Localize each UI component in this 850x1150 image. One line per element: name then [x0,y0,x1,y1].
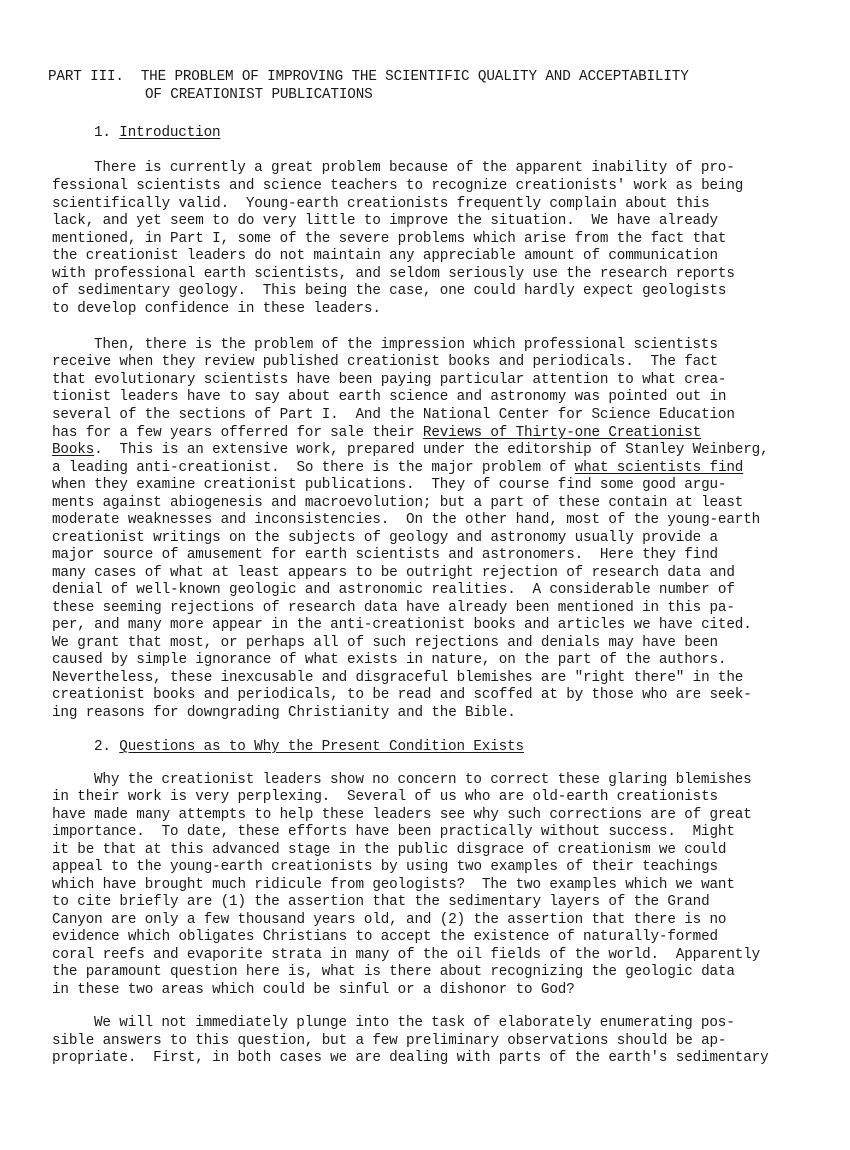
para1-line: to develop confidence in these leaders. [52,301,381,317]
para3-line: the paramount question here is, what is there about recognizing the geologic data [52,964,735,980]
para1-line: fessional scientists and science teachers to recognize creationists' work as being [52,178,744,194]
emphasis-text: what scientists find [574,460,744,476]
para3-line: Canyon are only a few thousand years old, and (2) the assertion that there is no [52,912,727,928]
para2-line: creationist writings on the subjects of geology and astronomy usually provide a [52,530,718,546]
para2-line: moderate weaknesses and inconsistencies. On the other hand, most of the young-earth [52,512,761,528]
part-heading-line-2: OF CREATIONIST PUBLICATIONS [145,87,373,103]
para3-line: which have brought much ridicule from geologists? The two examples which we want [52,877,735,893]
para2-line: when they examine creationist publications. They of course find some good argu- [52,477,727,493]
book-title: Books [52,442,95,458]
para1-line: There is currently a great problem because of the apparent inability of pro- [94,160,735,176]
section-2-heading [94,739,524,756]
book-title: Reviews of Thirty-one Creationist [422,425,702,441]
para1-line: mentioned, in Part I, some of the severe problems which arise from the fact that [52,231,727,247]
para2-line: creationist books and periodicals, to be read and scoffed at by those who are seek- [52,687,752,703]
part-heading-line-1: PART III. THE PROBLEM OF IMPROVING THE SCIENTIFIC QUALITY AND ACCEPTABILITY [48,69,689,85]
para2-text: a leading anti-creationist. So there is the major problem of [52,460,575,476]
para2-text: . This is an extensive work, prepared under the editorship of Stanley Weinberg, [94,442,769,458]
para1-line: scientifically valid. Young-earth creationists frequently complain about this [52,196,710,212]
para2-line: tionist leaders have to say about earth science and astronomy was pointed out in [52,389,727,405]
para2-line: several of the sections of Part I. And the National Center for Science Education [52,407,735,423]
section-1-heading [94,125,220,142]
section-1-title: Introduction [119,125,221,141]
para4-line: We will not immediately plunge into the task of elaborately enumerating pos- [94,1015,735,1031]
section-1-number: 1. [94,125,111,141]
para2-line: caused by simple ignorance of what exists in nature, on the part of the authors. [52,652,727,668]
para3-line: in these two areas which could be sinful or a dishonor to God? [52,982,575,998]
para2-line [52,460,743,477]
para3-line: in their work is very perplexing. Several of us who are old-earth creationists [52,789,718,805]
para3-line: it be that at this advanced stage in the public disgrace of creationism we could [52,842,727,858]
para2-line: many cases of what at least appears to be outright rejection of research data and [52,565,735,581]
para4-line: propriate. First, in both cases we are dealing with parts of the earth's sedimentary [52,1050,769,1066]
para2-line [52,425,701,442]
section-2-number: 2. [94,739,111,755]
para3-line: coral reefs and evaporite strata in many of the oil fields of the world. Apparently [52,947,761,963]
section-2-title: Questions as to Why the Present Condition Exists [119,739,524,755]
para3-line: to cite briefly are (1) the assertion that the sedimentary layers of the Grand [52,894,710,910]
para3-line: evidence which obligates Christians to accept the existence of naturally-formed [52,929,718,945]
para2-line: these seeming rejections of research data have already been mentioned in this pa- [52,600,735,616]
para3-line: importance. To date, these efforts have been practically without success. Might [52,824,735,840]
para2-line: major source of amusement for earth scientists and astronomers. Here they find [52,547,718,563]
para2-line: per, and many more appear in the anti-creationist books and articles we have cited. [52,617,752,633]
para2-line: Nevertheless, these inexcusable and disgraceful blemishes are "right there" in the [52,670,744,686]
para2-line [52,442,769,459]
para2-text: has for a few years offerred for sale their [52,425,423,441]
para2-line: We grant that most, or perhaps all of such rejections and denials may have been [52,635,718,651]
para2-line: ing reasons for downgrading Christianity and the Bible. [52,705,516,721]
para3-line: Why the creationist leaders show no concern to correct these glaring blemishes [94,772,752,788]
para3-line: appeal to the young-earth creationists by using two examples of their teachings [52,859,718,875]
para1-line: with professional earth scientists, and seldom seriously use the research reports [52,266,735,282]
para1-line: of sedimentary geology. This being the case, one could hardly expect geologists [52,283,727,299]
para1-line: lack, and yet seem to do very little to improve the situation. We have already [52,213,718,229]
para2-line: Then, there is the problem of the impression which professional scientists [94,337,718,353]
para2-line: that evolutionary scientists have been paying particular attention to what crea- [52,372,727,388]
para1-line: the creationist leaders do not maintain any appreciable amount of communication [52,248,718,264]
para2-line: ments against abiogenesis and macroevolution; but a part of these contain at least [52,495,744,511]
para2-line: receive when they review published creationist books and periodicals. The fact [52,354,718,370]
para2-line: denial of well-known geologic and astronomic realities. A considerable number of [52,582,735,598]
para3-line: have made many attempts to help these leaders see why such corrections are of great [52,807,752,823]
para4-line: sible answers to this question, but a few preliminary observations should be ap- [52,1033,727,1049]
